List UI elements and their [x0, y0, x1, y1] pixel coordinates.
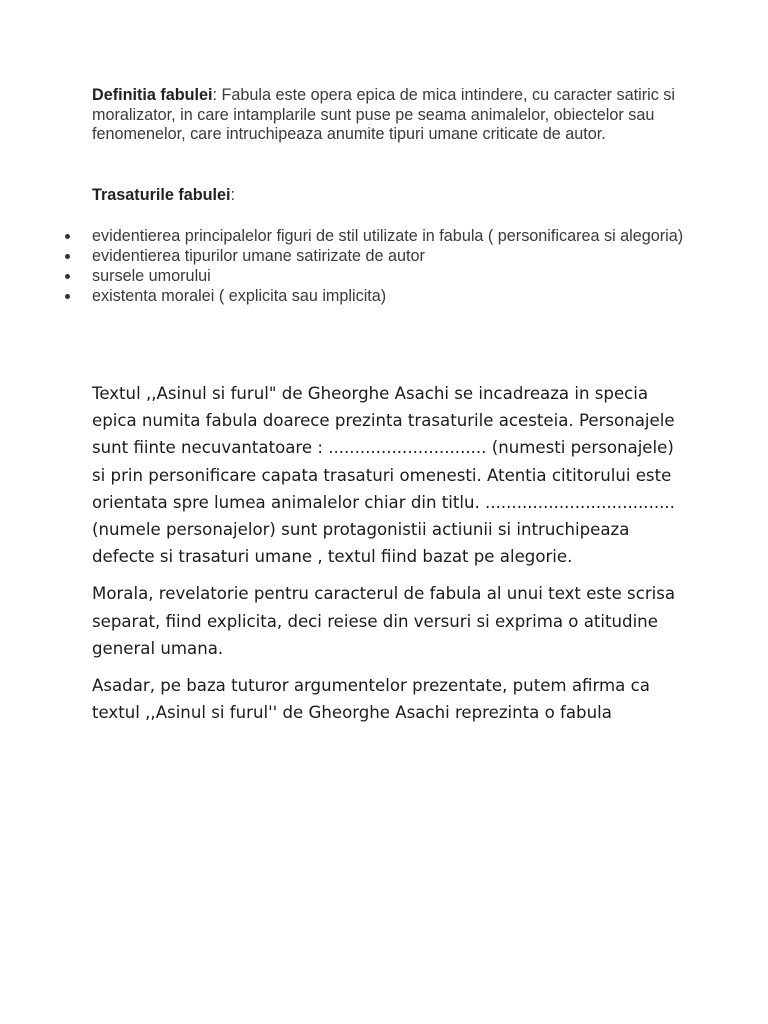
traits-list-item: [62, 246, 692, 266]
traits-heading-label: Trasaturile fabulei: [92, 186, 231, 204]
traits-list-item: [62, 286, 692, 306]
traits-item-text: sursele umorului: [92, 267, 211, 285]
definition-term: Definitia fabulei: [92, 86, 213, 104]
bullet-icon: [65, 234, 70, 239]
definition-text: Fabula este opera epica de mica intindere, cu caracter satiric si moralizator, in care intamplarile sunt puse pe seama animalelor, obiectelor sau fenomenelor, care intruchipeaza anumite tipuri umane criticate de autor.: [92, 86, 675, 143]
definition-colon: :: [212, 86, 218, 104]
traits-heading-colon: :: [230, 186, 236, 204]
traits-heading: [92, 185, 235, 205]
essay-paragraph-1: Textul ,,Asinul si furul" de Gheorghe Asachi se incadreaza in specia epica numita fabula doarece prezinta trasaturile acesteia. Personajele sunt fiinte necuvantatoare : .............................. (numesti personajele) si prin personificare capata trasaturi omenesti. Atentia cititorului este orientata spre lumea animalelor chiar din titlu. ....................................(numele personajelor) sunt protagonistii actiunii si intruchipeaza defecte si trasaturi umane , textul fiind bazat pe alegorie.: [92, 384, 675, 567]
traits-list: [62, 226, 692, 306]
essay-body: [92, 380, 692, 736]
traits-item-text: evidentierea principalelor figuri de stil utilizate in fabula ( personificarea si alegoria): [92, 227, 684, 245]
bullet-icon: [65, 274, 70, 279]
traits-item-text: evidentierea tipurilor umane satirizate de autor: [92, 247, 425, 265]
essay-paragraph-2: Morala, revelatorie pentru caracterul de fabula al unui text este scrisa separat, fiind explicita, deci reiese din versuri si exprima o atitudine general umana.: [92, 584, 676, 658]
traits-list-item: [62, 226, 692, 246]
bullet-icon: [65, 294, 70, 299]
essay-paragraph-3: Asadar, pe baza tuturor argumentelor prezentate, putem afirma ca textul ,,Asinul si furul'' de Gheorghe Asachi reprezinta o fabula: [92, 676, 650, 723]
traits-list-item: [62, 266, 692, 286]
bullet-icon: [65, 254, 70, 259]
traits-item-text: existenta moralei ( explicita sau implicita): [92, 287, 387, 305]
definition-paragraph: [92, 86, 692, 145]
